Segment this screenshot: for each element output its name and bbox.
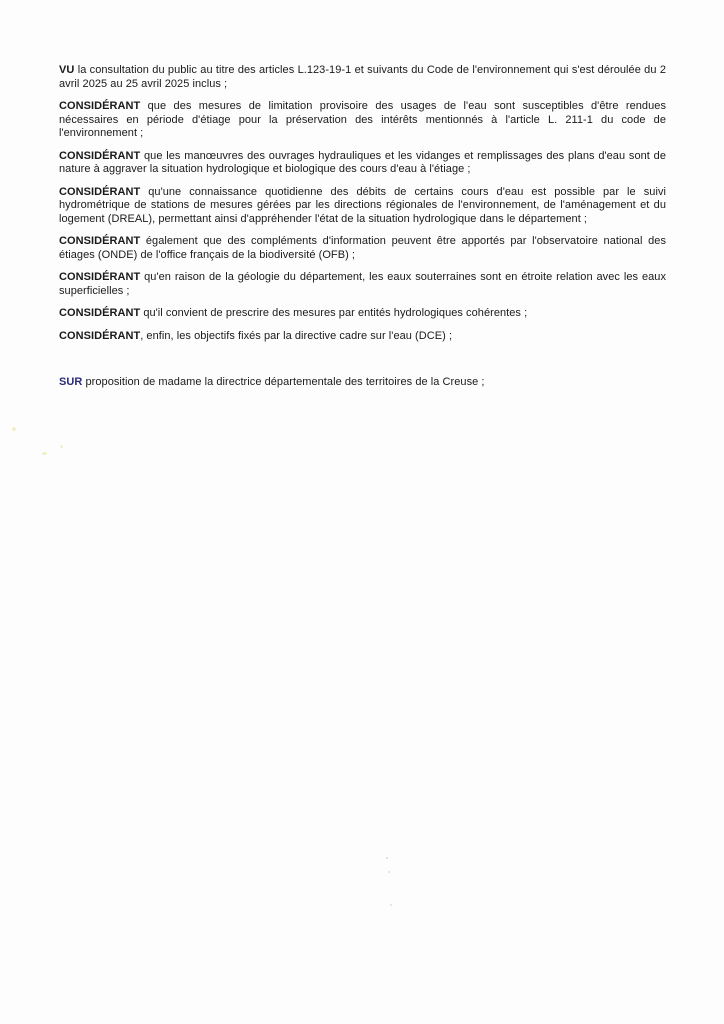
scan-speck [12,427,16,431]
scan-speck [60,445,63,448]
paragraph-keyword: CONSIDÉRANT [59,149,141,162]
paragraph-keyword: CONSIDÉRANT [59,235,141,247]
paragraph-considerant-dce [59,330,666,344]
paragraph-keyword: SUR [59,376,83,388]
scan-speck [386,857,388,859]
paragraph-keyword: VU [59,64,75,76]
paragraph-vu [59,64,666,91]
paragraph-keyword: CONSIDÉRANT [59,307,141,319]
paragraph-considerant-geologie [59,271,666,298]
paragraph-text: qu'il convient de prescrire des mesures par entités hydrologiques cohérentes ; [140,307,528,319]
paragraph-text: également que des compléments d'information peuvent être apportés par l'observatoire national des étiages (ONDE) de l'office français de la biodiversité (OFB) ; [59,235,666,261]
paragraph-keyword: CONSIDÉRANT [59,100,141,112]
paragraph-text: la consultation du public au titre des articles L.123-19-1 et suivants du Code de l'environnement qui s'est déroulée du 2 avril 2025 au 25 avril 2025 inclus ; [59,64,666,90]
scan-speck [388,871,390,873]
paragraph-text: que des mesures de limitation provisoire des usages de l'eau sont susceptibles d'être rendues nécessaires en période d'étiage pour la préservation des intérêts mentionnés à l'article L. 211-1 du code de l'environnement ; [59,100,666,139]
paragraph-considerant-manoeuvres [59,150,666,177]
paragraph-considerant-onde [59,235,666,262]
paragraph-keyword: CONSIDÉRANT [59,271,141,283]
paragraph-considerant-entites [59,307,666,321]
paragraph-considerant-connaissance-debits [59,186,666,227]
paragraph-sur-proposition [59,376,666,390]
scan-speck [42,452,47,455]
paragraph-text: qu'en raison de la géologie du département, les eaux souterraines sont en étroite relation avec les eaux superficielles ; [59,271,666,297]
paragraph-text: proposition de madame la directrice départementale des territoires de la Creuse ; [82,376,485,388]
paragraph-keyword: CONSIDÉRANT [59,329,141,342]
paragraph-text: que les manœuvres des ouvrages hydrauliques et les vidanges et remplissages des plans d'eau sont de nature à aggraver la situation hydrologique et biologique des cours d'eau à l'étiage ; [59,149,666,175]
document-body [59,64,666,399]
scan-speck [390,904,392,906]
paragraph-text: qu'une connaissance quotidienne des débits de certains cours d'eau est possible par le suivi hydrométrique de stations de mesures gérées par les directions régionales de l'environnement, de l'aménagement et du logement (DREAL), permettant ainsi d'appréhender l'état de la situation hydrologique dans le département ; [59,185,666,225]
paragraph-text: , enfin, les objectifs fixés par la directive cadre sur l'eau (DCE) ; [140,329,453,342]
paragraph-considerant-mesures-limitation [59,100,666,141]
paragraph-keyword: CONSIDÉRANT [59,185,141,198]
